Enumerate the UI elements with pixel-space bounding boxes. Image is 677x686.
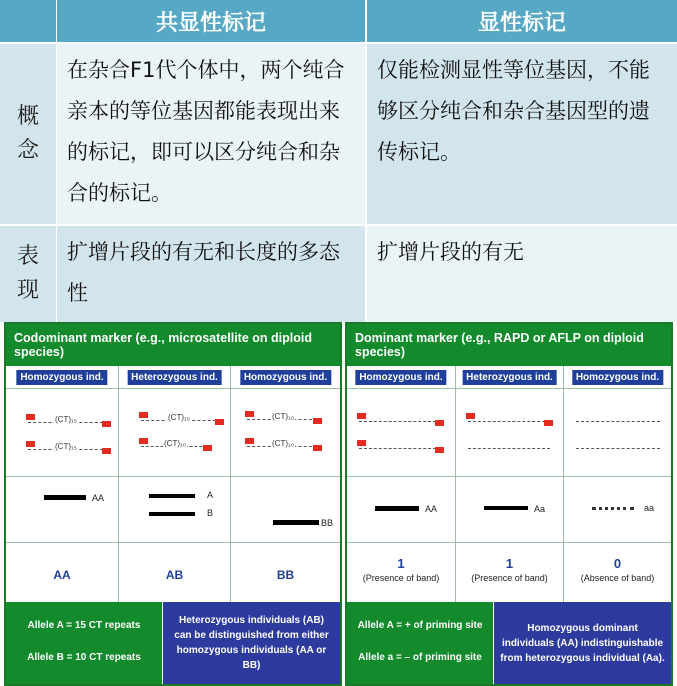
- genotype-label: AA: [53, 568, 71, 582]
- dominant-col-2: [455, 366, 563, 602]
- allele-a-note: Allele A = 15 CT repeats: [27, 620, 141, 631]
- dominant-panel: [345, 322, 673, 686]
- expression-dominant: 扩增片段的有无: [367, 226, 677, 322]
- comparison-table: [0, 0, 677, 322]
- primer-forward: [357, 413, 366, 419]
- primer-reverse: [544, 420, 553, 426]
- codominant-col-1: [6, 366, 118, 602]
- divider: [6, 388, 340, 389]
- chromosome: [576, 421, 660, 422]
- primer-forward: [26, 441, 35, 447]
- concept-codominant: 在杂合F1代个体中，两个纯合亲本的等位基因都能表现出来的标记，即可以区分纯合和杂合的标记。: [57, 44, 365, 224]
- primer-forward: [139, 438, 148, 444]
- repeat-label: (CT)₁₅: [55, 442, 77, 451]
- primer-forward: [139, 412, 148, 418]
- band-label: AA: [425, 504, 438, 514]
- repeat-label: (CT)₁₀: [164, 439, 187, 448]
- score-value: 1: [505, 556, 514, 571]
- codominant-col-2: [118, 366, 230, 602]
- codominant-panel: [4, 322, 342, 686]
- row-label-concept: 概 念: [0, 44, 56, 224]
- primer-reverse: [215, 419, 224, 425]
- allele-a-note: Allele A = + of priming site: [357, 620, 483, 631]
- divider: [347, 542, 671, 543]
- divider: [6, 476, 340, 477]
- chromosome: [468, 448, 550, 449]
- header-codominant: 共显性标记: [57, 0, 365, 42]
- primer-reverse: [435, 447, 444, 453]
- chromosome: [359, 448, 441, 449]
- primer-reverse: [102, 421, 111, 427]
- dominant-col-1: [347, 366, 455, 602]
- band-label: BB: [321, 518, 334, 528]
- chromosome: [576, 448, 660, 449]
- band-b: [149, 512, 195, 516]
- codominant-summary: Heterozygous individuals (AB) can be distinguished from either homozygous individuals (AA or BB): [163, 602, 340, 684]
- codominant-col-3: [230, 366, 340, 602]
- header-dominant: 显性标记: [367, 0, 677, 42]
- allele-a-minus-note: Allele a = – of priming site: [358, 652, 482, 663]
- band-label: AA: [92, 493, 105, 503]
- header-corner: [0, 0, 56, 42]
- band-absent: [592, 507, 634, 510]
- score-note: (Presence of band): [362, 573, 440, 583]
- band-present: [484, 506, 528, 510]
- band-label: aa: [644, 503, 655, 513]
- band-label: B: [207, 508, 214, 518]
- band-present: [375, 506, 419, 511]
- primer-forward: [466, 413, 475, 419]
- allele-legend: [6, 602, 162, 684]
- marker-diagram: [0, 322, 677, 686]
- band-aa: [44, 495, 86, 500]
- primer-forward: [357, 440, 366, 446]
- dominant-title: Dominant marker (e.g., RAPD or AFLP on diploid species): [347, 324, 671, 366]
- repeat-label: (CT)₁₀: [272, 412, 295, 421]
- repeat-label: (CT)₁₅: [168, 413, 190, 422]
- divider: [347, 476, 671, 477]
- repeat-label: (CT)₁₀: [272, 439, 295, 448]
- band-label: A: [207, 490, 214, 500]
- divider: [6, 542, 340, 543]
- genotype-label: BB: [276, 568, 295, 582]
- dominant-col-3: [563, 366, 671, 602]
- primer-reverse: [203, 445, 212, 451]
- chromosome: [468, 421, 550, 422]
- primer-forward: [26, 414, 35, 420]
- ind-label: Heterozygous ind.: [127, 370, 222, 385]
- repeat-label: (CT)₁₅: [55, 415, 77, 424]
- ind-label: Heterozygous ind.: [462, 370, 557, 385]
- score-note: (Presence of band): [471, 573, 548, 583]
- genotype-label: AB: [165, 568, 184, 582]
- primer-forward: [245, 438, 254, 444]
- allele-legend: [347, 602, 493, 684]
- band-a: [149, 494, 195, 498]
- ind-label: Homozygous ind.: [355, 370, 446, 385]
- score-note: (Absence of band): [580, 573, 655, 583]
- primer-reverse: [313, 418, 322, 424]
- row-label-expression: 表 现: [0, 226, 56, 322]
- chromosome: [359, 421, 441, 422]
- divider: [347, 388, 671, 389]
- score-value: 1: [397, 556, 405, 571]
- concept-dominant: 仅能检测显性等位基因，不能够区分纯合和杂合基因型的遗传标记。: [367, 44, 677, 224]
- ind-label: Homozygous ind.: [16, 370, 107, 385]
- score-value: 0: [613, 556, 622, 571]
- codominant-title: Codominant marker (e.g., microsatellite on diploid species): [6, 324, 340, 366]
- primer-forward: [245, 411, 254, 417]
- primer-reverse: [313, 445, 322, 451]
- dominant-summary: Homozygous dominant individuals (AA) indistinguishable from heterozygous individual (Aa).: [494, 602, 671, 684]
- ind-label: Homozygous ind.: [572, 370, 663, 385]
- band-label: Aa: [534, 504, 546, 514]
- expression-codominant: 扩增片段的有无和长度的多态性: [57, 226, 365, 322]
- band-bb: [273, 520, 319, 525]
- allele-b-note: Allele B = 10 CT repeats: [27, 652, 141, 663]
- primer-reverse: [435, 420, 444, 426]
- primer-reverse: [102, 448, 111, 454]
- ind-label: Homozygous ind.: [240, 370, 331, 385]
